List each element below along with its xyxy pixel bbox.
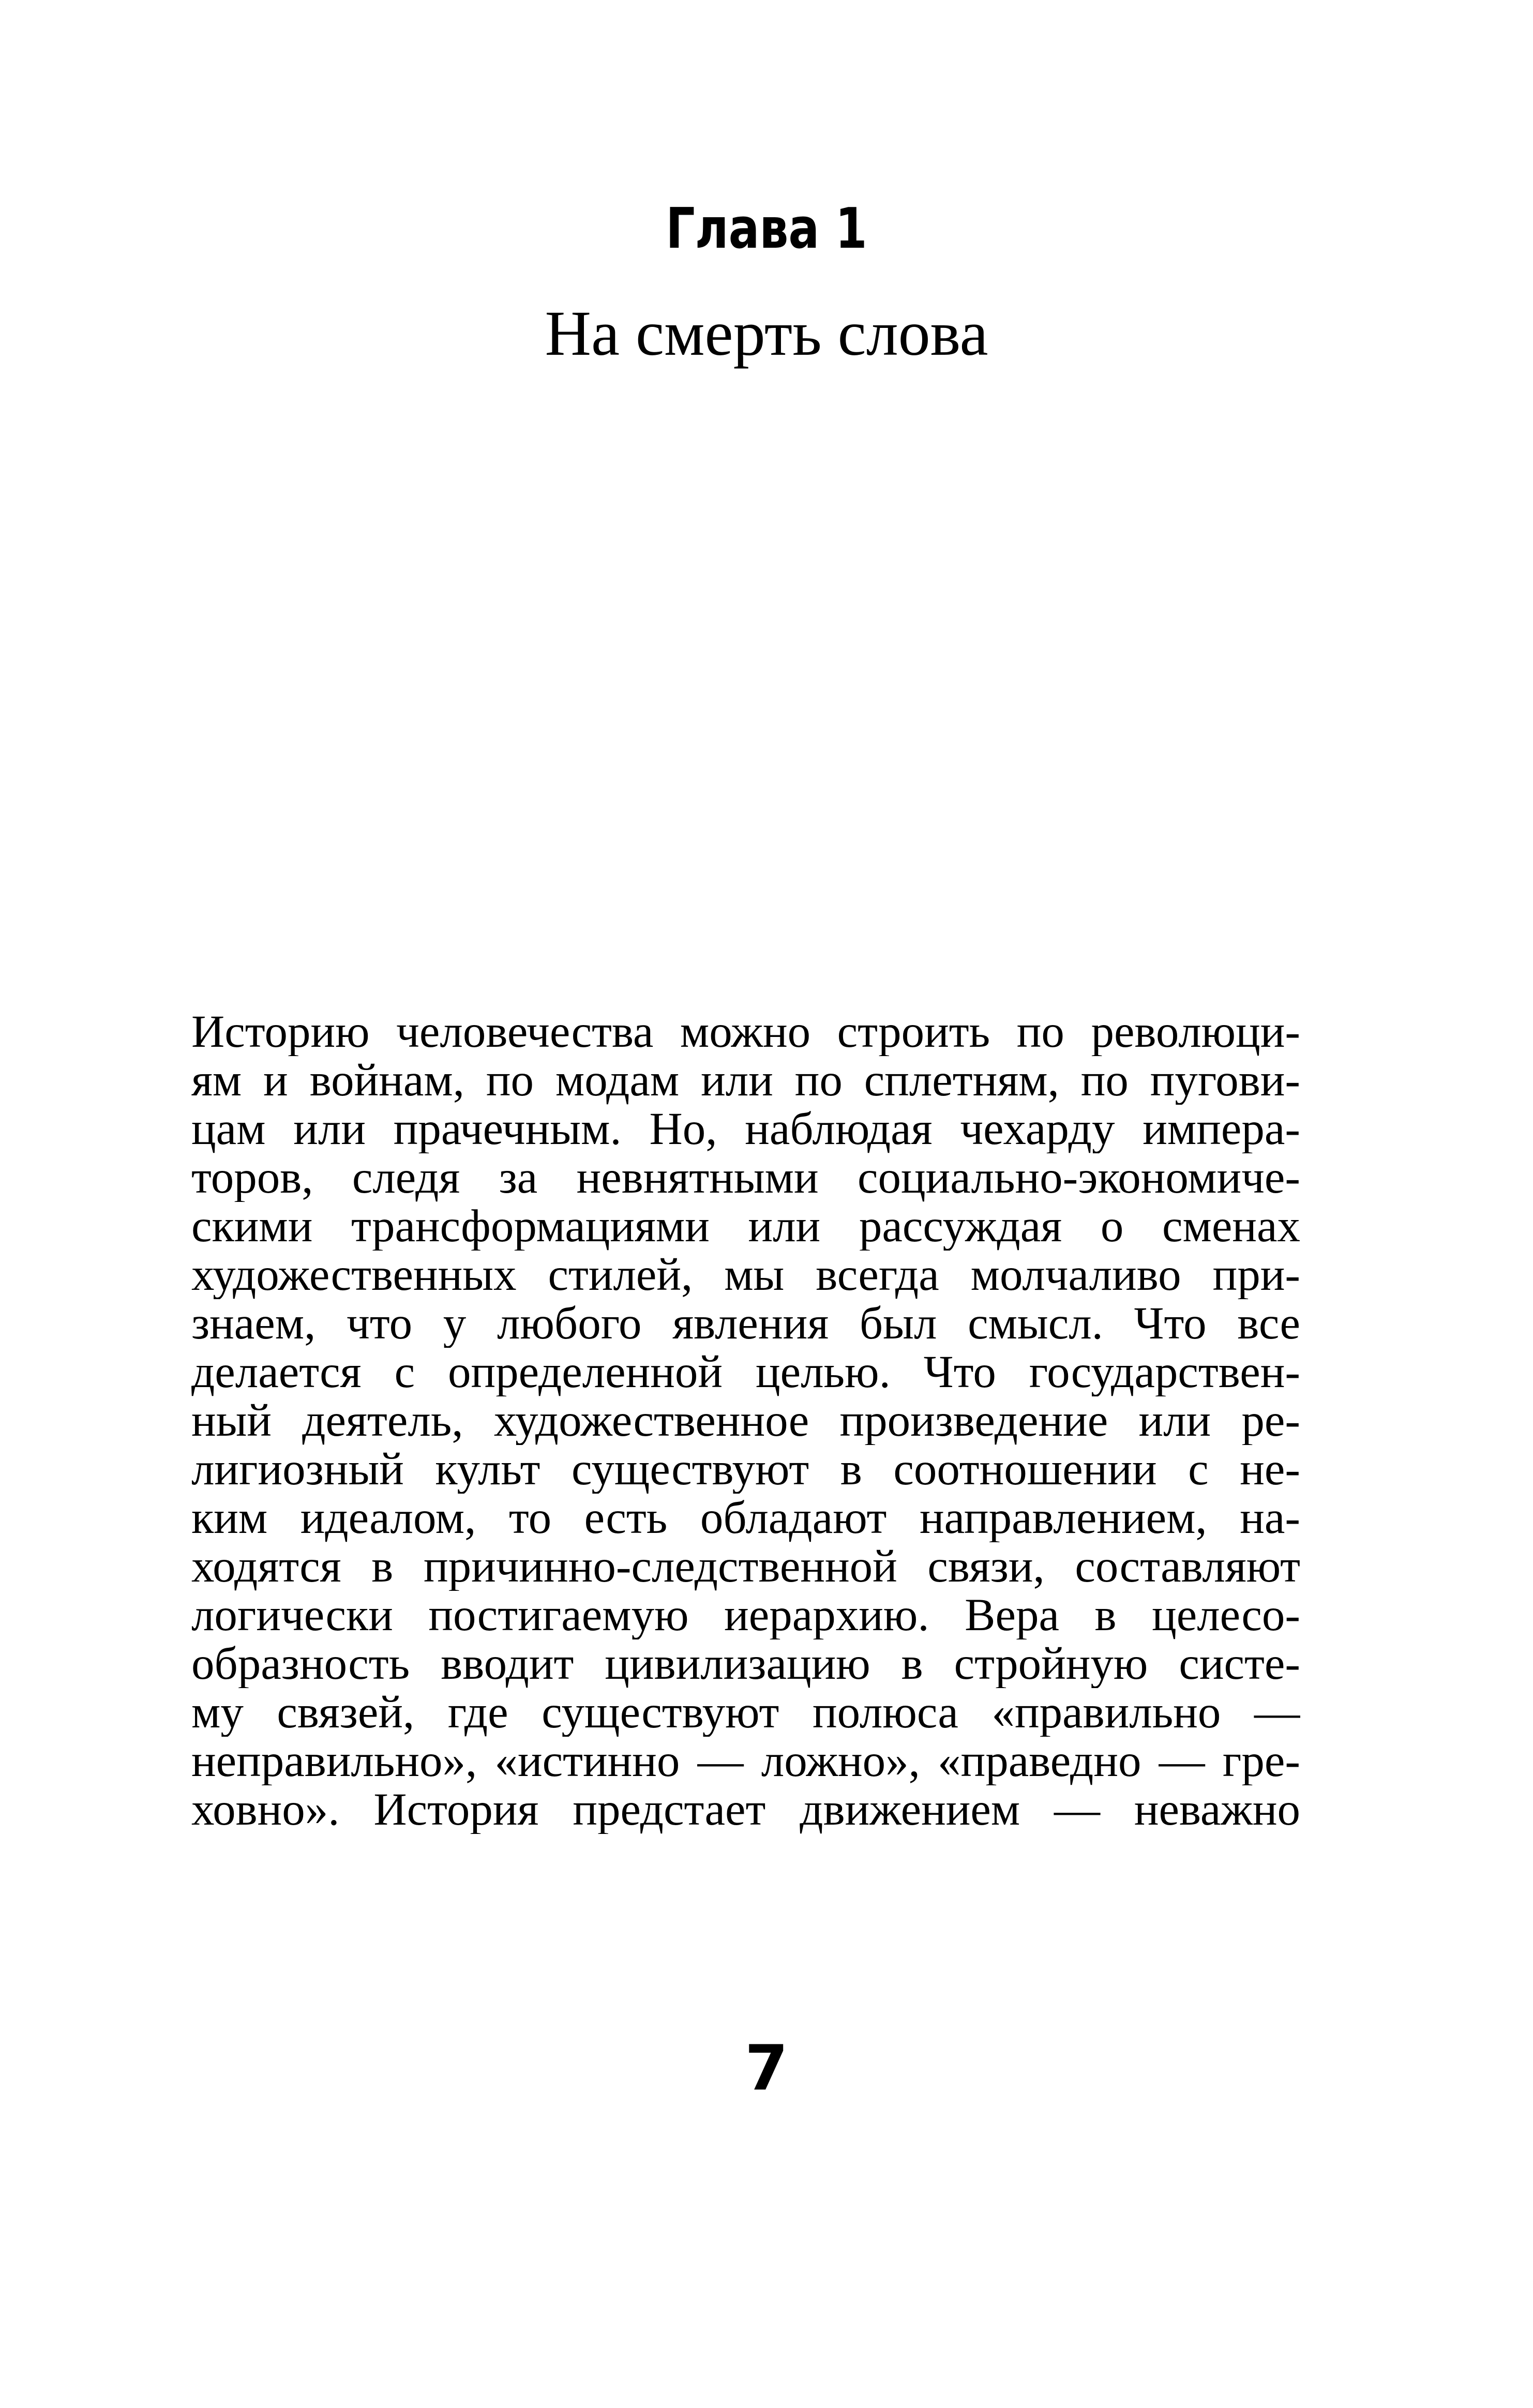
chapter-label: Глава 1	[666, 197, 867, 261]
text-line: ходятся в причинно-следственной связи, составляют	[191, 1542, 1300, 1591]
text-line: неправильно», «истинно — ложно», «праведно — гре-	[191, 1737, 1300, 1785]
text-line: цам или прачечным. Но, наблюдая чехарду импера-	[191, 1105, 1300, 1153]
text-line: логически постигаемую иерархию. Вера в целесо-	[191, 1591, 1300, 1639]
text-line: делается с определенной целью. Что государствен-	[191, 1348, 1300, 1396]
text-line: ям и войнам, по модам или по сплетням, по пугови-	[191, 1056, 1300, 1105]
body-text	[191, 1007, 1300, 1834]
text-line: скими трансформациями или рассуждая о сменах	[191, 1202, 1300, 1251]
text-line: ный деятель, художественное произведение или ре-	[191, 1396, 1300, 1445]
text-line: знаем, что у любого явления был смысл. Что все	[191, 1299, 1300, 1348]
page-number: 7	[745, 2033, 788, 2104]
text-line: ховно». История предстает движением — неважно	[191, 1785, 1300, 1834]
text-line: лигиозный культ существуют в соотношении с не-	[191, 1445, 1300, 1494]
text-line: ким идеалом, то есть обладают направлением, на-	[191, 1494, 1300, 1542]
text-line: образность вводит цивилизацию в стройную систе-	[191, 1639, 1300, 1688]
text-line: художественных стилей, мы всегда молчаливо при-	[191, 1251, 1300, 1299]
text-line: му связей, где существуют полюса «правильно —	[191, 1688, 1300, 1737]
text-line: Историю человечества можно строить по революци-	[191, 1007, 1300, 1056]
chapter-title: На смерть слова	[545, 298, 988, 369]
text-line: торов, следя за невнятными социально-экономиче-	[191, 1153, 1300, 1202]
